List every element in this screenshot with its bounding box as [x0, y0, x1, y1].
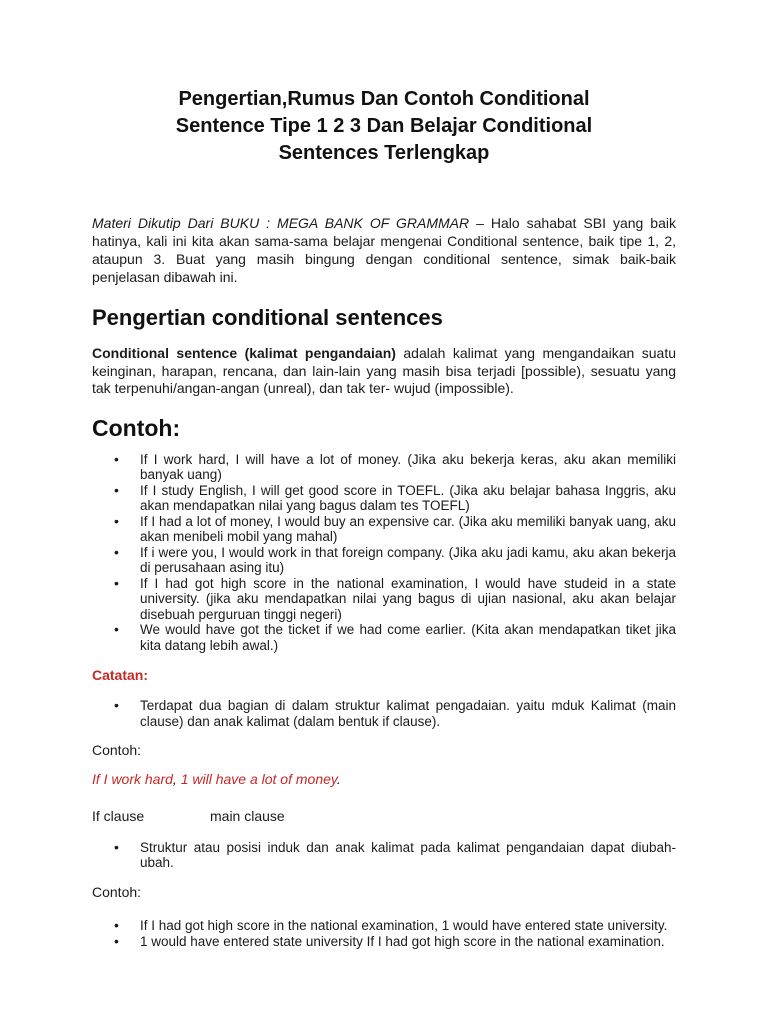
red-example-period: .	[336, 770, 341, 787]
examples-list	[92, 452, 676, 654]
note-list	[92, 698, 676, 729]
example-item: • If I had got high score in the national examination, 1 would have entered state university.	[140, 918, 676, 934]
definition-term: Conditional sentence (kalimat pengandaian)	[92, 345, 396, 361]
intro-text: – Halo sahabat SBI yang baik hatinya, kali ini kita akan sama-sama belajar mengenai Conditional sentence, baik tipe 1, 2, ataupun 3. Buat yang masih bingung dengan conditional sentence, simak baik-baik penjelasan dibawah ini.	[92, 215, 676, 285]
definition-text: adalah kalimat yang mengandaikan suatu keinginan, harapan, rencana, dan lain-lain yang masih bisa terjadi [possible), sesuatu yang tak terpenuhi/angan-angan (unreal), dan tak ter- wujud (impossible).	[92, 345, 676, 396]
example-item: • If i were you, I would work in that foreign company. (Jika aku jadi kamu, aku akan bekerja di perusahaan asing itu)	[140, 545, 676, 576]
contoh-label: Contoh:	[92, 742, 142, 758]
example-item: • 1 would have entered state university If I had got high score in the national examination.	[140, 934, 676, 950]
heading-pengertian: Pengertian conditional sentences	[92, 305, 443, 330]
document-title: Pengertian,Rumus Dan Contoh Conditional Sentence Tipe 1 2 3 Dan Belajar Conditional Sentences Terlengkap	[175, 88, 593, 164]
clause-labels-row	[92, 808, 676, 826]
if-clause-label: If clause	[92, 808, 145, 824]
swap-examples-list	[92, 918, 676, 949]
note-item: • Struktur atau posisi induk dan anak kalimat pada kalimat pengandaian dapat diubah-ubah.	[140, 840, 676, 871]
example-item: • If I study English, I will get good score in TOEFL. (Jika aku belajar bahasa Inggris, aku akan mendapatkan nilai yang bagus dalam tes TOEFL)	[140, 483, 676, 514]
example-item: • If I had got high score in the national examination, I would have studeid in a state university. (jika aku mendapatkan nilai yang bagus di ujian nasional, aku akan belajar disebuah perguruan tinggi negeri)	[140, 576, 676, 623]
page-content	[92, 0, 676, 949]
heading-contoh: Contoh:	[92, 414, 181, 441]
contoh-label: Contoh:	[92, 883, 142, 900]
intro-source-citation: Materi Dikutip Dari BUKU : MEGA BANK OF GRAMMAR	[92, 215, 470, 231]
main-clause-label: main clause	[210, 808, 285, 824]
red-example-comma: ,	[172, 770, 177, 787]
heading-catatan: Catatan:	[92, 667, 149, 683]
note-item: • Terdapat dua bagian di dalam struktur kalimat pengadaian. yaitu mduk Kalimat (main clause) dan anak kalimat (dalam bentuk if clause).	[140, 698, 676, 729]
red-example-main-clause: 1 will have a lot of money	[176, 770, 337, 787]
example-item: • If I had a lot of money, I would buy an expensive car. (Jika aku memiliki banyak uang, aku akan menibeli mobil yang mahal)	[140, 514, 676, 545]
structure-note-list	[92, 840, 676, 871]
red-example-sentence	[92, 771, 676, 789]
intro-paragraph	[92, 214, 676, 286]
example-item: • If I work hard, I will have a lot of money. (Jika aku bekerja keras, aku akan memiliki banyak uang)	[140, 452, 676, 483]
definition-paragraph	[92, 345, 676, 398]
red-example-if-clause: If I work hard	[92, 770, 173, 787]
example-item: • We would have got the ticket if we had come earlier. (Kita akan mendapatkan tiket jika kita datang lebih awal.)	[140, 622, 676, 653]
